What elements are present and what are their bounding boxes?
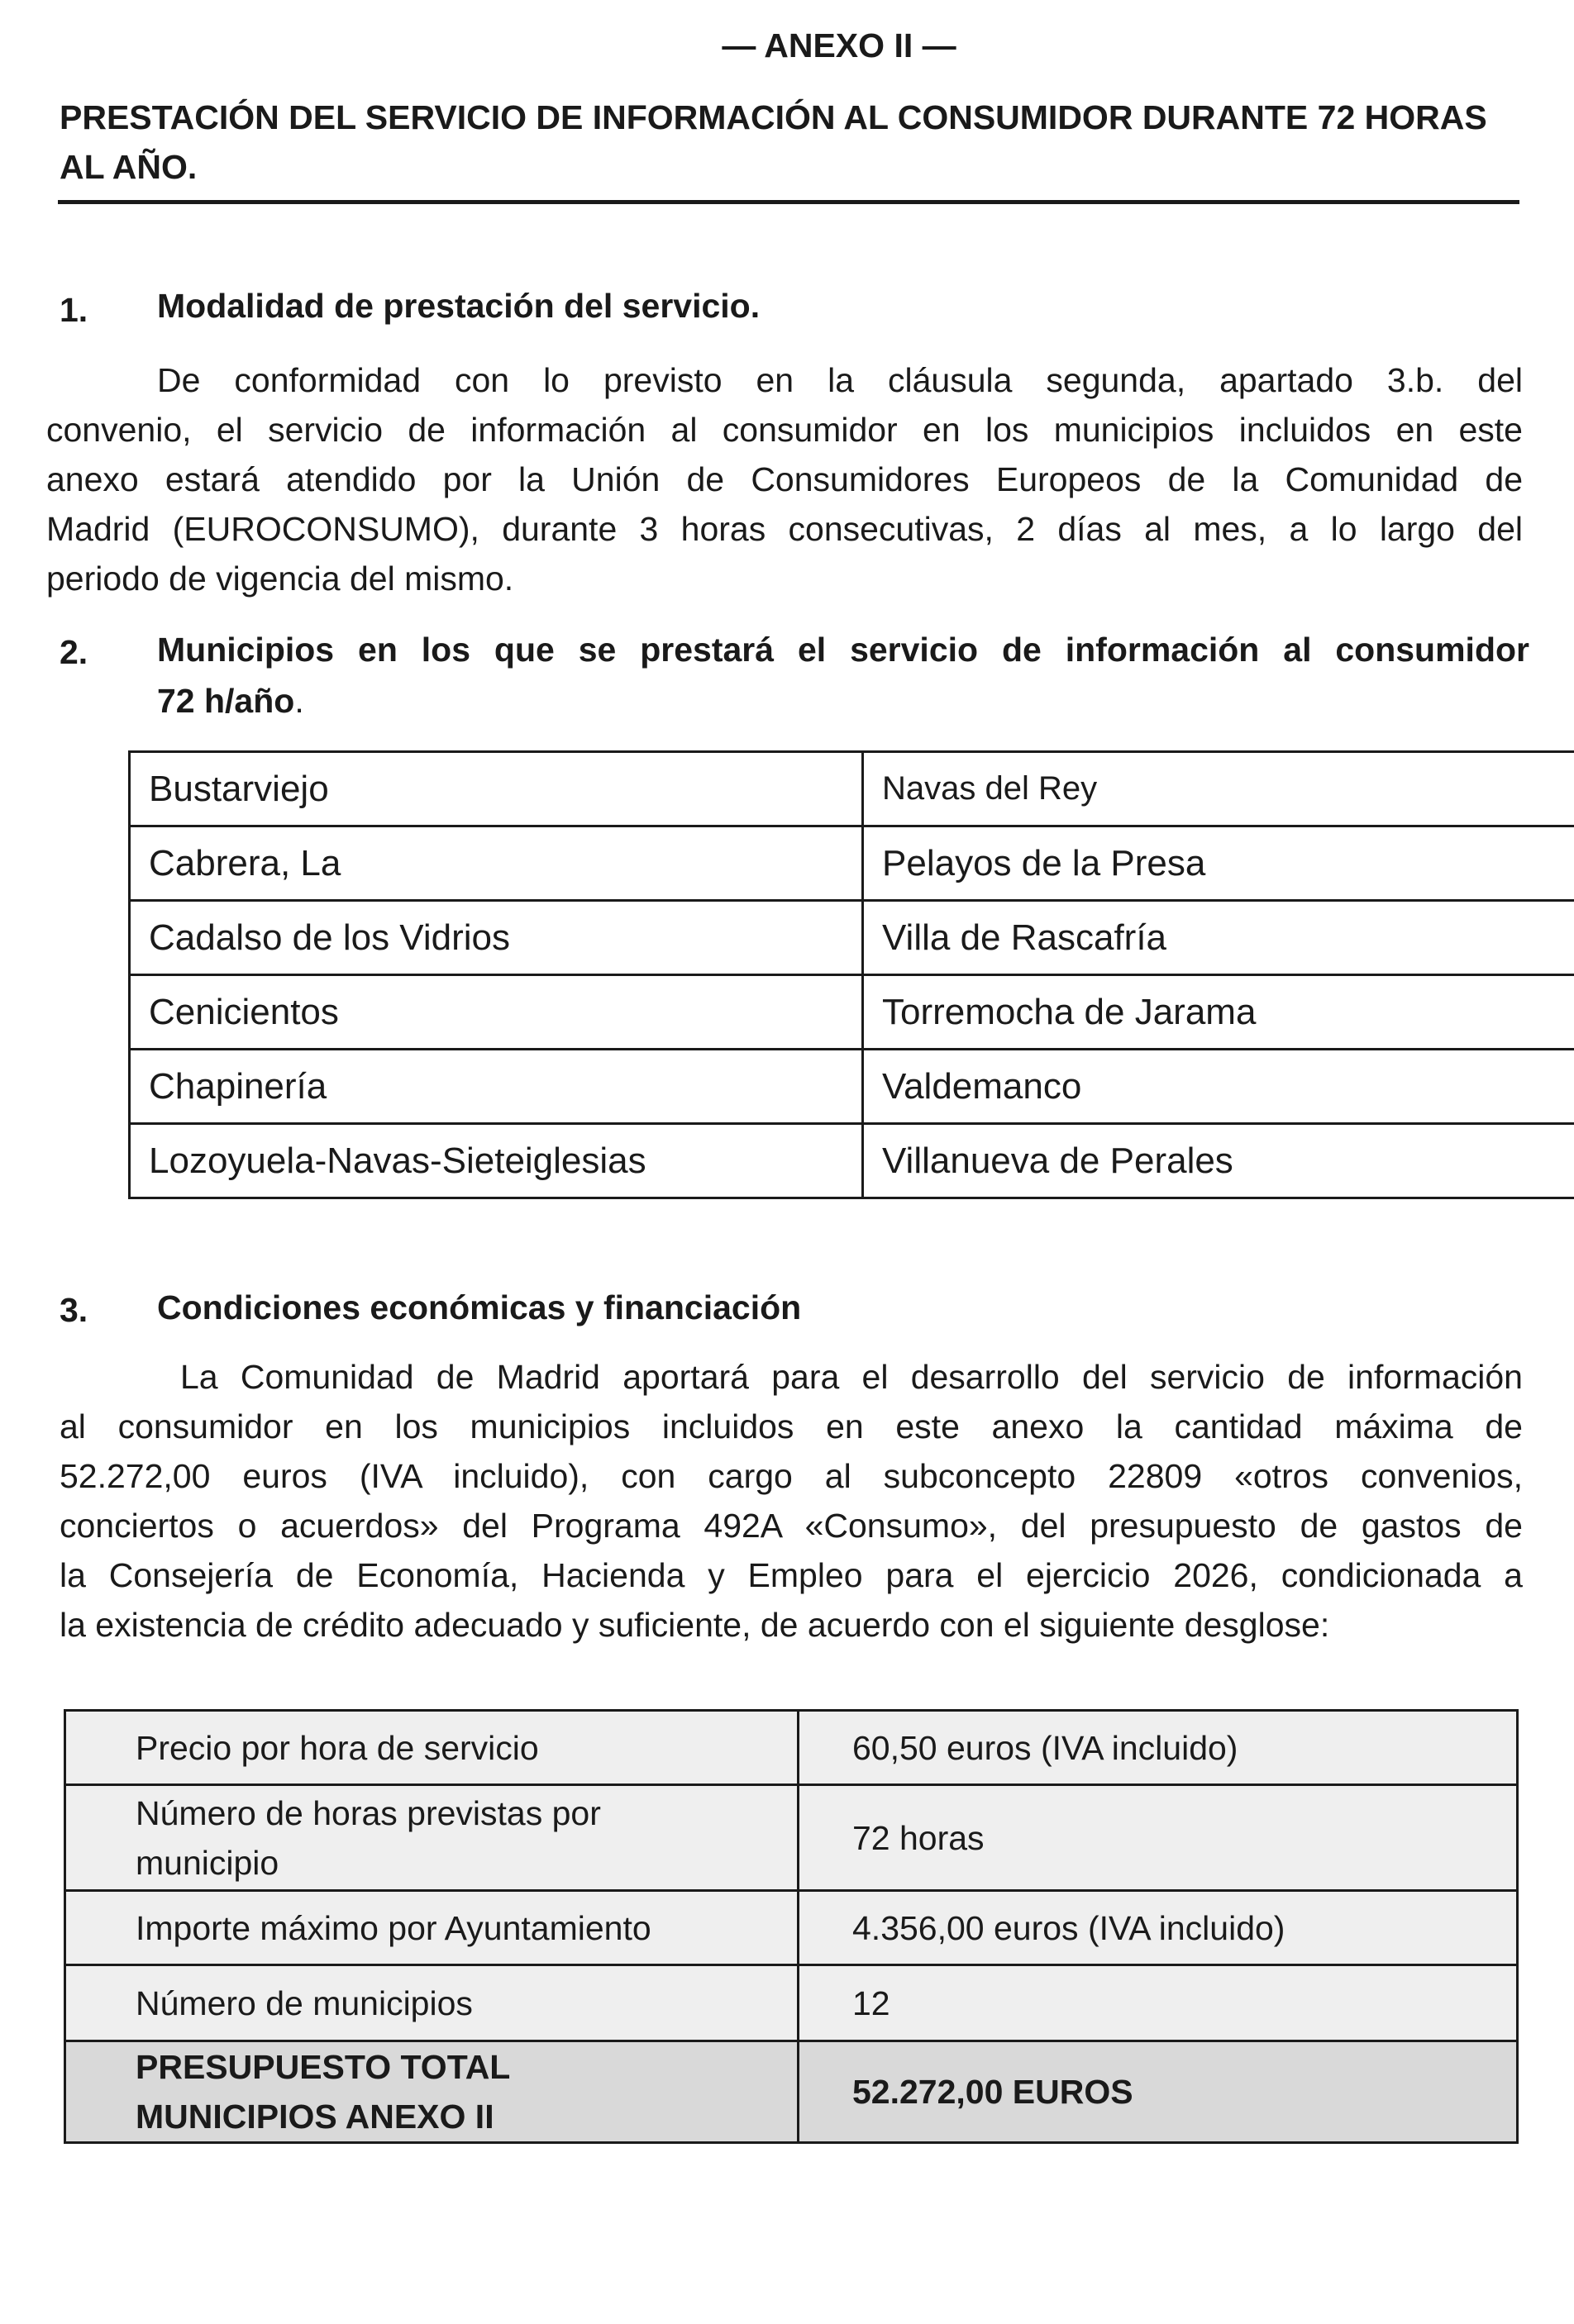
budget-value: 60,50 euros (IVA incluido) — [799, 1711, 1518, 1785]
table-row — [130, 975, 1574, 1050]
paragraph-line: la existencia de crédito adecuado y suficiente, de acuerdo con el siguiente desglose: — [60, 1606, 1330, 1644]
budget-total-label-line: PRESUPUESTO TOTAL — [136, 2048, 511, 2086]
section-3-number: 3. — [60, 1291, 88, 1329]
table-row — [130, 1124, 1574, 1198]
paragraph-line: convenio, el servicio de información al consumidor en los municipios incluidos en este — [46, 411, 1523, 449]
paragraph-line: La Comunidad de Madrid aportará para el desarrollo del servicio de información — [180, 1358, 1523, 1396]
table-row — [130, 752, 1574, 826]
municipality-cell: Lozoyuela-Navas-Sieteiglesias — [130, 1124, 863, 1198]
budget-total-row — [65, 2041, 1518, 2143]
heading-rule — [58, 200, 1519, 204]
section-1-paragraph — [46, 355, 1523, 603]
table-row — [65, 1711, 1518, 1785]
section-2-title-line2 — [157, 676, 304, 726]
municipality-cell: Bustarviejo — [130, 752, 863, 826]
paragraph-line: periodo de vigencia del mismo. — [46, 560, 514, 598]
section-2-number: 2. — [60, 633, 88, 671]
section-2-title-period: . — [294, 682, 304, 720]
paragraph-line: De conformidad con lo previsto en la cláusula segunda, apartado 3.b. del — [157, 361, 1523, 399]
paragraph-line: conciertos o acuerdos» del Programa 492A «Consumo», del presupuesto de gastos de — [60, 1507, 1523, 1545]
paragraph-line: al consumidor en los municipios incluidos en este anexo la cantidad máxima de — [60, 1407, 1523, 1445]
budget-table — [64, 1709, 1519, 2144]
section-2-title-text: 72 h/año — [157, 682, 295, 720]
table-row — [65, 1891, 1518, 1965]
municipality-cell: Cadalso de los Vidrios — [130, 901, 863, 975]
paragraph-line: Madrid (EUROCONSUMO), durante 3 horas consecutivas, 2 días al mes, a lo largo del — [46, 510, 1523, 548]
budget-label — [65, 1785, 799, 1891]
budget-label-line: Número de horas previstas por — [136, 1793, 601, 1832]
municipality-cell: Torremocha de Jarama — [863, 975, 1574, 1050]
budget-value: 12 — [799, 1965, 1518, 2041]
paragraph-line: 52.272,00 euros (IVA incluido), con cargo al subconcepto 22809 «otros convenios, — [60, 1457, 1523, 1495]
municipality-cell: Cenicientos — [130, 975, 863, 1050]
section-1-number: 1. — [60, 291, 88, 329]
table-row — [65, 1965, 1518, 2041]
budget-total-label — [65, 2041, 799, 2143]
municipality-cell: Pelayos de la Presa — [863, 826, 1574, 901]
budget-label: Precio por hora de servicio — [65, 1711, 799, 1785]
budget-label-line: municipio — [136, 1843, 279, 1882]
municipality-cell: Villa de Rascafría — [863, 901, 1574, 975]
municipalities-table — [128, 750, 1574, 1199]
document-heading: PRESTACIÓN DEL SERVICIO DE INFORMACIÓN AL CONSUMIDOR DURANTE 72 HORAS AL AÑO. — [60, 98, 1487, 186]
budget-value: 4.356,00 euros (IVA incluido) — [799, 1891, 1518, 1965]
municipality-cell: Navas del Rey — [863, 752, 1574, 826]
municipality-cell: Chapinería — [130, 1050, 863, 1124]
budget-value: 72 horas — [799, 1785, 1518, 1891]
section-2-title-line1: Municipios en los que se prestará el servicio de información al consumidor — [157, 631, 1529, 669]
budget-label: Número de municipios — [65, 1965, 799, 2041]
section-3-title: Condiciones económicas y financiación — [157, 1288, 802, 1326]
annex-title: — ANEXO II — — [722, 26, 956, 64]
municipality-cell: Cabrera, La — [130, 826, 863, 901]
municipality-cell: Villanueva de Perales — [863, 1124, 1574, 1198]
paragraph-line: la Consejería de Economía, Hacienda y Empleo para el ejercicio 2026, condicionada a — [60, 1556, 1523, 1594]
paragraph-line: anexo estará atendido por la Unión de Consumidores Europeos de la Comunidad de — [46, 460, 1523, 498]
budget-total-label-line: MUNICIPIOS ANEXO II — [136, 2098, 494, 2136]
municipality-cell: Valdemanco — [863, 1050, 1574, 1124]
budget-total-value: 52.272,00 EUROS — [799, 2041, 1518, 2143]
section-3-paragraph — [60, 1352, 1523, 1650]
table-row — [130, 826, 1574, 901]
table-row — [65, 1785, 1518, 1891]
table-row — [130, 1050, 1574, 1124]
table-row — [130, 901, 1574, 975]
budget-label: Importe máximo por Ayuntamiento — [65, 1891, 799, 1965]
section-1-title: Modalidad de prestación del servicio. — [157, 287, 761, 325]
